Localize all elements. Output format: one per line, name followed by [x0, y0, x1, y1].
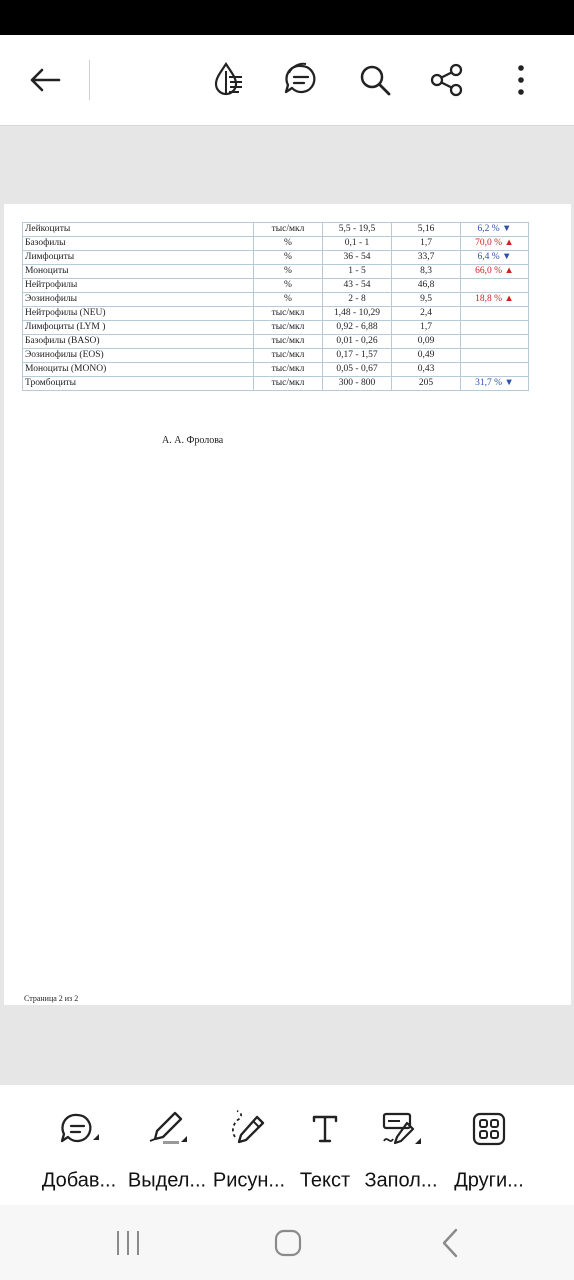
signature-name: А. А. Фролова [162, 435, 224, 446]
tool-highlight[interactable] [121, 1105, 213, 1195]
deviation-cell [461, 307, 529, 321]
test-name-cell: Базофилы (BASO) [23, 335, 254, 349]
tool-more[interactable] [443, 1105, 535, 1195]
result-value-cell: 1,7 [392, 321, 461, 335]
deviation-cell: 31,7 % ▼ [461, 377, 529, 391]
test-name-cell: Нейтрофилы [23, 279, 254, 293]
deviation-cell: 66,0 % ▲ [461, 265, 529, 279]
reference-range-cell: 43 - 54 [323, 279, 392, 293]
deviation-cell [461, 363, 529, 377]
test-name-cell: Эозинофилы [23, 293, 254, 307]
unit-cell: % [254, 237, 323, 251]
reference-range-cell: 300 - 800 [323, 377, 392, 391]
reference-range-cell: 0,92 - 6,88 [323, 321, 392, 335]
test-name-cell: Моноциты (MONO) [23, 363, 254, 377]
toolbar-divider [89, 60, 90, 100]
draw-pen-icon [229, 1109, 269, 1149]
result-value-cell: 2,4 [392, 307, 461, 321]
highlighter-icon [147, 1109, 187, 1149]
result-value-cell: 5,16 [392, 223, 461, 237]
share-button[interactable] [422, 55, 472, 105]
reading-mode-icon [210, 61, 248, 99]
deviation-cell: 18,8 % ▲ [461, 293, 529, 307]
test-name-cell: Базофилы [23, 237, 254, 251]
tool-label: Запол... [364, 1169, 438, 1192]
status-bar [0, 0, 574, 35]
deviation-cell: 70,0 % ▲ [461, 237, 529, 251]
deviation-cell [461, 335, 529, 349]
table-row [23, 321, 529, 335]
unit-cell: тыс/мкл [254, 349, 323, 363]
unit-cell: тыс/мкл [254, 377, 323, 391]
more-options-button[interactable] [496, 55, 546, 105]
home-button[interactable] [263, 1223, 313, 1263]
pdf-page [4, 204, 571, 1005]
reference-range-cell: 1,48 - 10,29 [323, 307, 392, 321]
test-name-cell: Нейтрофилы (NEU) [23, 307, 254, 321]
table-row [23, 377, 529, 391]
reference-range-cell: 36 - 54 [323, 251, 392, 265]
result-value-cell: 205 [392, 377, 461, 391]
unit-cell: тыс/мкл [254, 335, 323, 349]
deviation-cell: 6,2 % ▼ [461, 223, 529, 237]
reference-range-cell: 1 - 5 [323, 265, 392, 279]
table-row [23, 349, 529, 363]
bottom-tools-bar [0, 1085, 574, 1205]
share-icon [429, 62, 465, 98]
home-icon [274, 1229, 302, 1257]
tool-fill-sign[interactable] [355, 1105, 447, 1195]
result-value-cell: 1,7 [392, 237, 461, 251]
reading-mode-button[interactable] [204, 55, 254, 105]
table-row [23, 251, 529, 265]
reference-range-cell: 0,01 - 0,26 [323, 335, 392, 349]
search-button[interactable] [350, 55, 400, 105]
result-value-cell: 0,43 [392, 363, 461, 377]
lab-results-table [22, 222, 529, 391]
more-tools-icon [469, 1109, 509, 1149]
page-number-footer: Страница 2 из 2 [24, 994, 79, 1003]
arrow-left-icon [29, 68, 61, 92]
back-nav-icon [441, 1228, 459, 1258]
reference-range-cell: 2 - 8 [323, 293, 392, 307]
table-row [23, 363, 529, 377]
result-value-cell: 9,5 [392, 293, 461, 307]
result-value-cell: 33,7 [392, 251, 461, 265]
recent-apps-button[interactable] [103, 1223, 153, 1263]
test-name-cell: Тромбоциты [23, 377, 254, 391]
result-value-cell: 46,8 [392, 279, 461, 293]
table-row [23, 279, 529, 293]
test-name-cell: Моноциты [23, 265, 254, 279]
reference-range-cell: 5,5 - 19,5 [323, 223, 392, 237]
test-name-cell: Лимфоциты [23, 251, 254, 265]
unit-cell: % [254, 293, 323, 307]
deviation-cell [461, 349, 529, 363]
unit-cell: % [254, 251, 323, 265]
comment-list-icon [282, 61, 320, 99]
unit-cell: тыс/мкл [254, 321, 323, 335]
tool-label: Выдел... [127, 1169, 207, 1192]
search-icon [358, 63, 392, 97]
document-viewer[interactable] [0, 125, 574, 1086]
tool-add-comment[interactable] [33, 1105, 125, 1195]
result-value-cell: 0,49 [392, 349, 461, 363]
deviation-cell [461, 321, 529, 335]
unit-cell: % [254, 279, 323, 293]
add-comment-icon [59, 1109, 99, 1149]
test-name-cell: Эозинофилы (EOS) [23, 349, 254, 363]
test-name-cell: Лейкоциты [23, 223, 254, 237]
result-value-cell: 0,09 [392, 335, 461, 349]
unit-cell: тыс/мкл [254, 363, 323, 377]
table-row [23, 307, 529, 321]
reference-range-cell: 0,1 - 1 [323, 237, 392, 251]
deviation-cell [461, 279, 529, 293]
back-button[interactable] [20, 55, 70, 105]
table-row [23, 237, 529, 251]
deviation-cell: 6,4 % ▼ [461, 251, 529, 265]
unit-cell: тыс/мкл [254, 307, 323, 321]
recent-apps-icon [115, 1230, 141, 1256]
table-row [23, 265, 529, 279]
tool-label: Добав... [41, 1169, 117, 1192]
more-vertical-icon [516, 64, 526, 96]
tool-label: Други... [454, 1169, 524, 1192]
tool-label: Текст [299, 1169, 351, 1192]
text-tool-icon [305, 1109, 345, 1149]
comments-button[interactable] [276, 55, 326, 105]
table-row [23, 335, 529, 349]
result-value-cell: 8,3 [392, 265, 461, 279]
fill-sign-icon [381, 1109, 421, 1149]
unit-cell: тыс/мкл [254, 223, 323, 237]
reference-range-cell: 0,05 - 0,67 [323, 363, 392, 377]
tool-label: Рисун... [212, 1169, 286, 1192]
reference-range-cell: 0,17 - 1,57 [323, 349, 392, 363]
unit-cell: % [254, 265, 323, 279]
table-row [23, 293, 529, 307]
back-nav-button[interactable] [425, 1223, 475, 1263]
system-nav-bar [0, 1205, 574, 1280]
table-row [23, 223, 529, 237]
test-name-cell: Лимфоциты (LYM ) [23, 321, 254, 335]
top-toolbar [0, 35, 574, 125]
